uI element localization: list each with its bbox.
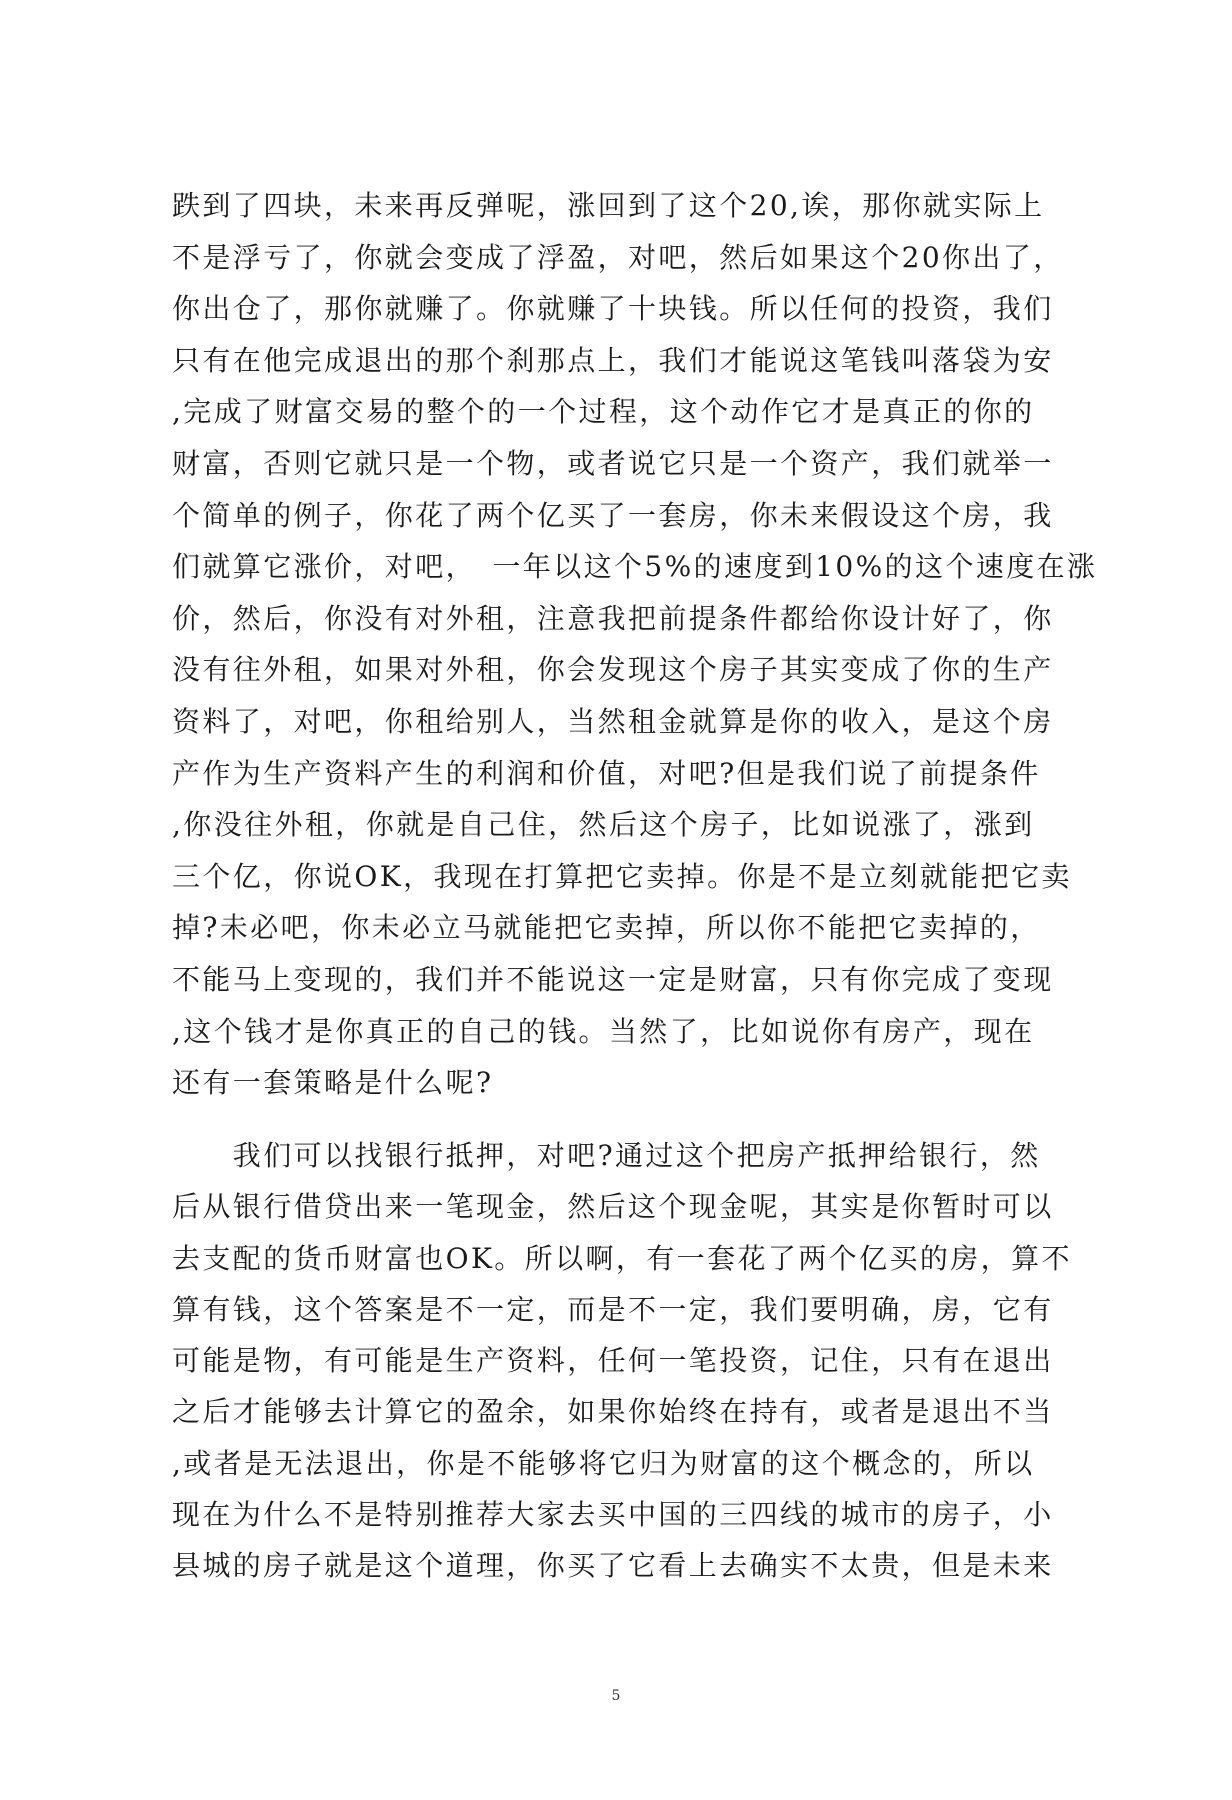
text-line: 之后才能够去计算它的盈余，如果你始终在持有，或者是退出不当 bbox=[172, 1395, 1054, 1429]
text-line: 只有在他完成退出的那个刹那点上，我们才能说这笔钱叫落袋为安 bbox=[172, 343, 1054, 377]
text-line: 你出仓了，那你就赚了。你就赚了十块钱。所以任何的投资，我们 bbox=[172, 292, 1054, 326]
text-line: 现在为什么不是特别推荐大家去买中国的三四线的城市的房子，小 bbox=[172, 1498, 1054, 1532]
text-line: 算有钱，这个答案是不一定，而是不一定，我们要明确，房，它有 bbox=[172, 1292, 1054, 1326]
text-line: 县城的房子就是这个道理，你买了它看上去确实不太贵，但是未来 bbox=[172, 1549, 1054, 1583]
paragraph-2 bbox=[172, 1130, 1072, 1592]
text-line: 掉?未必吧，你未必立马就能把它卖掉，所以你不能把它卖掉的， bbox=[172, 911, 1041, 945]
text-line: ,或者是无法退出，你是不能够将它归为财富的这个概念的，所以 bbox=[172, 1446, 1035, 1480]
text-line: 可能是物，有可能是生产资料，任何一笔投资，记住，只有在退出 bbox=[172, 1344, 1054, 1378]
text-line: 不是浮亏了，你就会变成了浮盈，对吧，然后如果这个20你出了， bbox=[172, 240, 1064, 274]
text-line: 产作为生产资料产生的利润和价值，对吧?但是我们说了前提条件 bbox=[172, 756, 1041, 790]
text-line: ,你没往外租，你就是自己住，然后这个房子，比如说涨了，涨到 bbox=[172, 808, 1035, 842]
text-line: 三个亿，你说OK，我现在打算把它卖掉。你是不是立刻就能把它卖 bbox=[172, 859, 1072, 893]
text-line: 们就算它涨价，对吧， 一年以这个5%的速度到10%的这个速度在涨 bbox=[172, 550, 1098, 584]
text-line: ,完成了财富交易的整个的一个过程，这个动作它才是真正的你的 bbox=[172, 395, 1035, 429]
text-line: 个简单的例子，你花了两个亿买了一套房，你未来假设这个房，我 bbox=[172, 498, 1054, 532]
text-line: 去支配的货币财富也OK。所以啊，有一套花了两个亿买的房，算不 bbox=[172, 1241, 1072, 1275]
text-line: 价，然后，你没有对外租，注意我把前提条件都给你设计好了，你 bbox=[172, 601, 1054, 635]
page-number: 5 bbox=[611, 1688, 621, 1704]
paragraph-1 bbox=[172, 180, 1098, 1109]
text-line: ,这个钱才是你真正的自己的钱。当然了，比如说你有房产，现在 bbox=[172, 1014, 1035, 1048]
text-line: 资料了，对吧，你租给别人，当然租金就算是你的收入，是这个房 bbox=[172, 704, 1054, 738]
text-line: 跌到了四块，未来再反弹呢，涨回到了这个20,诶，那你就实际上 bbox=[172, 189, 1045, 222]
text-line: 没有往外租，如果对外租，你会发现这个房子其实变成了你的生产 bbox=[172, 653, 1054, 687]
text-line: 财富，否则它就只是一个物，或者说它只是一个资产，我们就举一 bbox=[172, 446, 1054, 480]
text-line: 我们可以找银行抵押，对吧?通过这个把房产抵押给银行，然 bbox=[172, 1139, 1041, 1172]
text-line: 后从银行借贷出来一笔现金，然后这个现金呢，其实是你暂时可以 bbox=[172, 1190, 1054, 1224]
text-line: 不能马上变现的，我们并不能说这一定是财富，只有你完成了变现 bbox=[172, 962, 1054, 996]
text-line: 还有一套策略是什么呢? bbox=[172, 1066, 494, 1100]
